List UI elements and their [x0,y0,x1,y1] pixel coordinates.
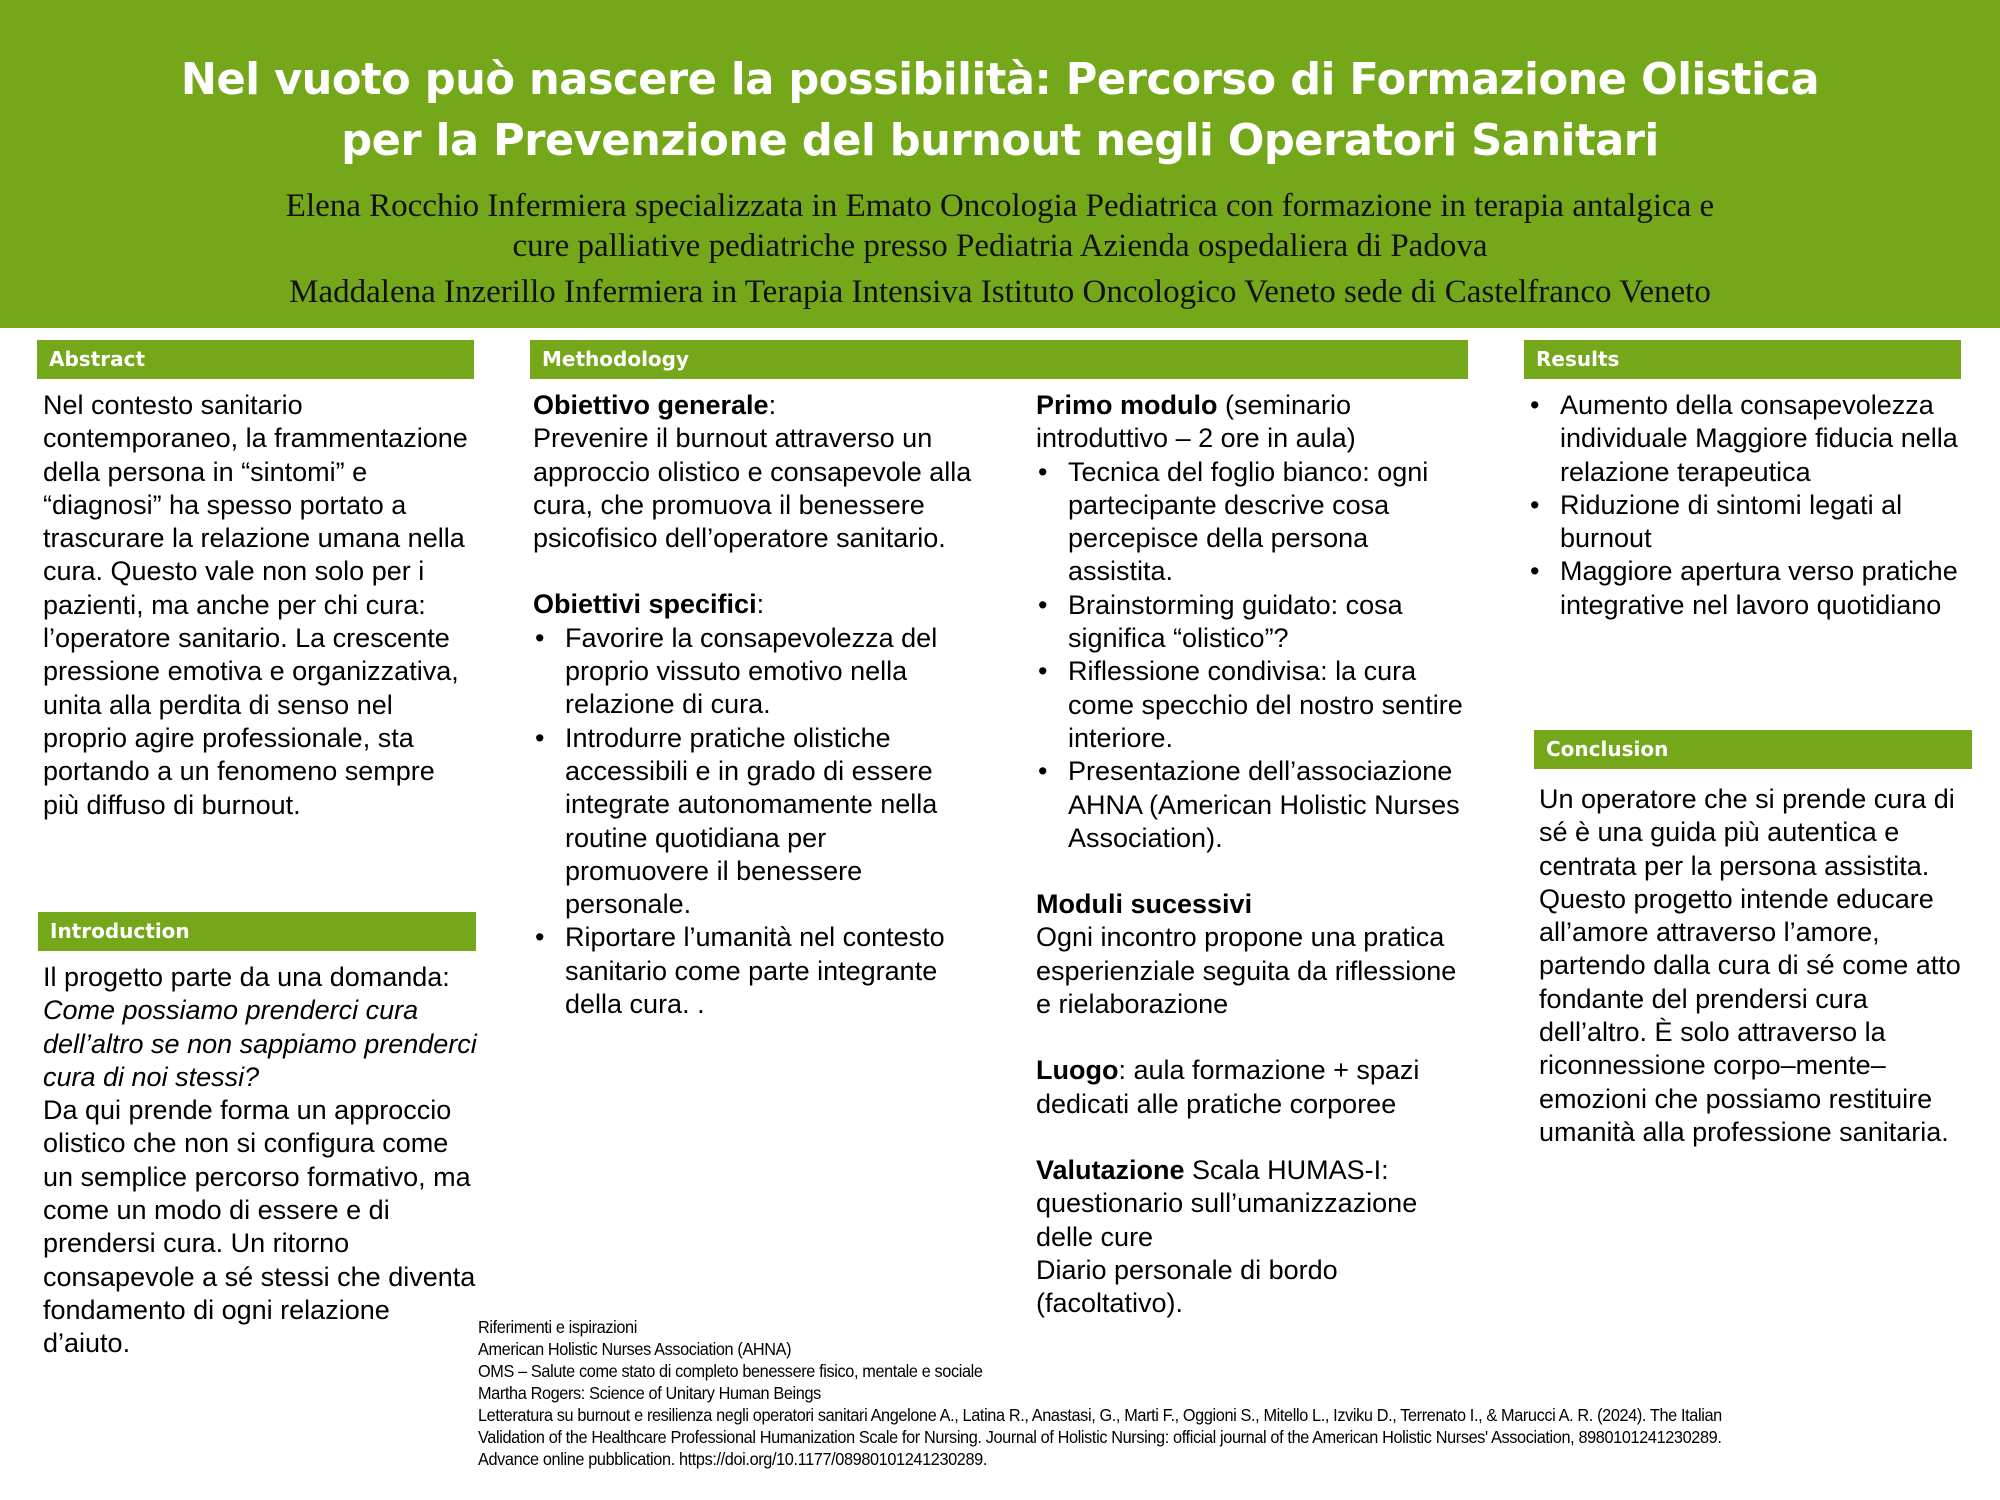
conclusion-heading: Conclusion [1534,730,1972,769]
result-item: • Maggiore apertura verso pratiche integrative nel lavoro quotidiano [1528,555,1968,622]
methodology-heading: Methodology [530,340,1468,379]
reference-item: Validation of the Healthcare Professional Humanization Scale for Nursing. Journal of Holistic Nursing: official journal of the American Holistic Nurses' Association, 8980101241230289. [478,1427,1722,1447]
abstract-section [43,389,473,822]
poster-title-line-1: Nel vuoto può nascere la possibilità: Percorso di Formazione Olistica [180,54,1820,105]
author-1-affiliation-line-2: cure palliative pediatriche presso Pediatria Azienda ospedaliera di Padova [512,228,1488,264]
reference-item: Martha Rogers: Science of Unitary Human Beings [478,1383,821,1403]
poster-title-line-2: per la Prevenzione del burnout negli Operatori Sanitari [341,115,1659,166]
result-item: • Aumento della consapevolezza individuale Maggiore fiducia nella relazione terapeutica [1528,389,1968,489]
evaluation-label: Valutazione [1036,1154,1185,1185]
introduction-text-start: Il progetto parte da una domanda: [43,962,450,992]
methodology-column-right [1036,389,1476,1320]
specific-objectives-label: Obiettivi specifici [533,589,757,620]
abstract-text: Nel contesto sanitario contemporaneo, la frammentazione della persona in “sintomi” e “diagnosi” ha spesso portato a trascurare la relazione umana nella cura. Questo vale non solo per i pazienti, ma anche per chi cura: l’operatore sanitario. La crescente pressione emotiva e organizzativa, unita alla perdita di senso nel proprio agire professionale, sta portando a un fenomeno sempre più diffuso di burnout. [43,390,468,820]
place-text: : aula formazione + spazi dedicati alle pratiche corporee [1036,1055,1420,1119]
specific-objective-item: • Favorire la consapevolezza del proprio vissuto emotivo nella relazione di cura. [533,622,973,722]
first-module-label: Primo modulo [1036,390,1218,420]
general-objective-text: Prevenire il burnout attraverso un approccio olistico e consapevole alla cura, che promuova il benessere psicofisico dell’operatore sanitario. [533,423,972,554]
first-module-item: • Presentazione dell’associazione AHNA (American Holistic Nurses Association). [1036,755,1476,855]
specific-objectives-list [533,622,973,1022]
next-modules-label: Moduli sucessivi [1036,889,1253,920]
conclusion-section [1539,783,1969,1149]
results-heading: Results [1524,340,1961,379]
diary-text: Diario personale di bordo (facoltativo). [1036,1254,1338,1319]
general-objective-label: Obiettivo generale [533,390,769,420]
references [478,1316,1892,1470]
author-1-affiliation-line-1: Elena Rocchio Infermiera specializzata in Emato Oncologia Pediatrica con formazione in terapia antalgica e [285,188,1715,224]
conclusion-text: Un operatore che si prende cura di sé è una guida più autentica e centrata per la persona assistita. Questo progetto intende educare all’amore attraverso l’amore, partendo dalla cura di sé come atto fondante del prendersi cura dell’altro. È solo attraverso la riconnessione corpo–mente–emozioni che possiamo restituire umanità alla professione sanitaria. [1539,784,1961,1147]
methodology-column-left: Obiettivo generale: Prevenire il burnout attraverso un approccio olistico e consapevole alla cura, che promuova il benessere psicofisico dell’operatore sanitario. Obiettivi specifici: • Favorire la consapevolezza del proprio vissuto emotivo nella relazione di cura. • Introdurre pratiche olistiche accessibili e in grado di essere integrate autonomamente nella routine quotidiana per promuovere il benessere personale. • Riportare l’umanità nel contesto sanitario come parte integrante della cura. . [533,389,973,1021]
reference-item: OMS – Salute come stato di completo benessere fisico, mentale e sociale [478,1361,983,1381]
specific-objective-item: • Riportare l’umanità nel contesto sanitario come parte integrante della cura. . [533,921,973,1021]
reference-item: American Holistic Nurses Association (AHNA) [478,1339,792,1359]
reference-item: Advance online pubblication. https://doi.org/10.1177/08980101241230289. [478,1449,988,1469]
results-list [1528,389,1968,622]
results-section [1528,389,1968,622]
first-module-item: • Brainstorming guidato: cosa significa “olistico”? [1036,589,1476,656]
first-module-item: • Tecnica del foglio bianco: ogni partecipante descrive cosa percepisce della persona assistita. [1036,456,1476,589]
first-module-detail: (seminario introduttivo – 2 ore in aula) [1036,390,1356,454]
author-2-affiliation: Maddalena Inzerillo Infermiera in Terapia Intensiva Istituto Oncologico Veneto sede di Castelfranco Veneto [289,274,1711,310]
specific-objective-item: • Introdurre pratiche olistiche accessibili e in grado di essere integrate autonomamente nella routine quotidiana per promuovere il benessere personale. [533,722,973,922]
place-label: Luogo [1036,1055,1119,1086]
reference-item: Letteratura su burnout e resilienza negli operatori sanitari Angelone A., Latina R., Anastasi, G., Marti F., Oggioni S., Mitello L., Izviku D., Terrenato I., & Marucci A. R. (2024). The Italian [478,1405,1722,1425]
introduction-heading: Introduction [38,912,476,951]
references-title: Riferimenti e ispirazioni [478,1317,637,1337]
abstract-heading: Abstract [37,340,474,379]
introduction-question: Come possiamo prenderci cura dell’altro se non sappiamo prenderci cura di noi stessi? [43,995,477,1092]
first-module-item: • Riflessione condivisa: la cura come specchio del nostro sentire interiore. [1036,655,1476,755]
introduction-text-end: Da qui prende forma un approccio olistico che non si configura come un semplice percorso formativo, ma come un modo di essere e di prendersi cura. Un ritorno consapevole a sé stessi che diventa fondamento di ogni relazione d’aiuto. [43,1095,476,1359]
first-module-list [1036,456,1476,856]
result-item: • Riduzione di sintomi legati al burnout [1528,489,1968,556]
next-modules-text: Ogni incontro propone una pratica esperienziale seguita da riflessione e rielaborazione [1036,922,1457,1020]
evaluation-text: Scala HUMAS-I: questionario sull’umanizzazione delle cure [1036,1154,1418,1252]
introduction-section [43,961,483,1361]
